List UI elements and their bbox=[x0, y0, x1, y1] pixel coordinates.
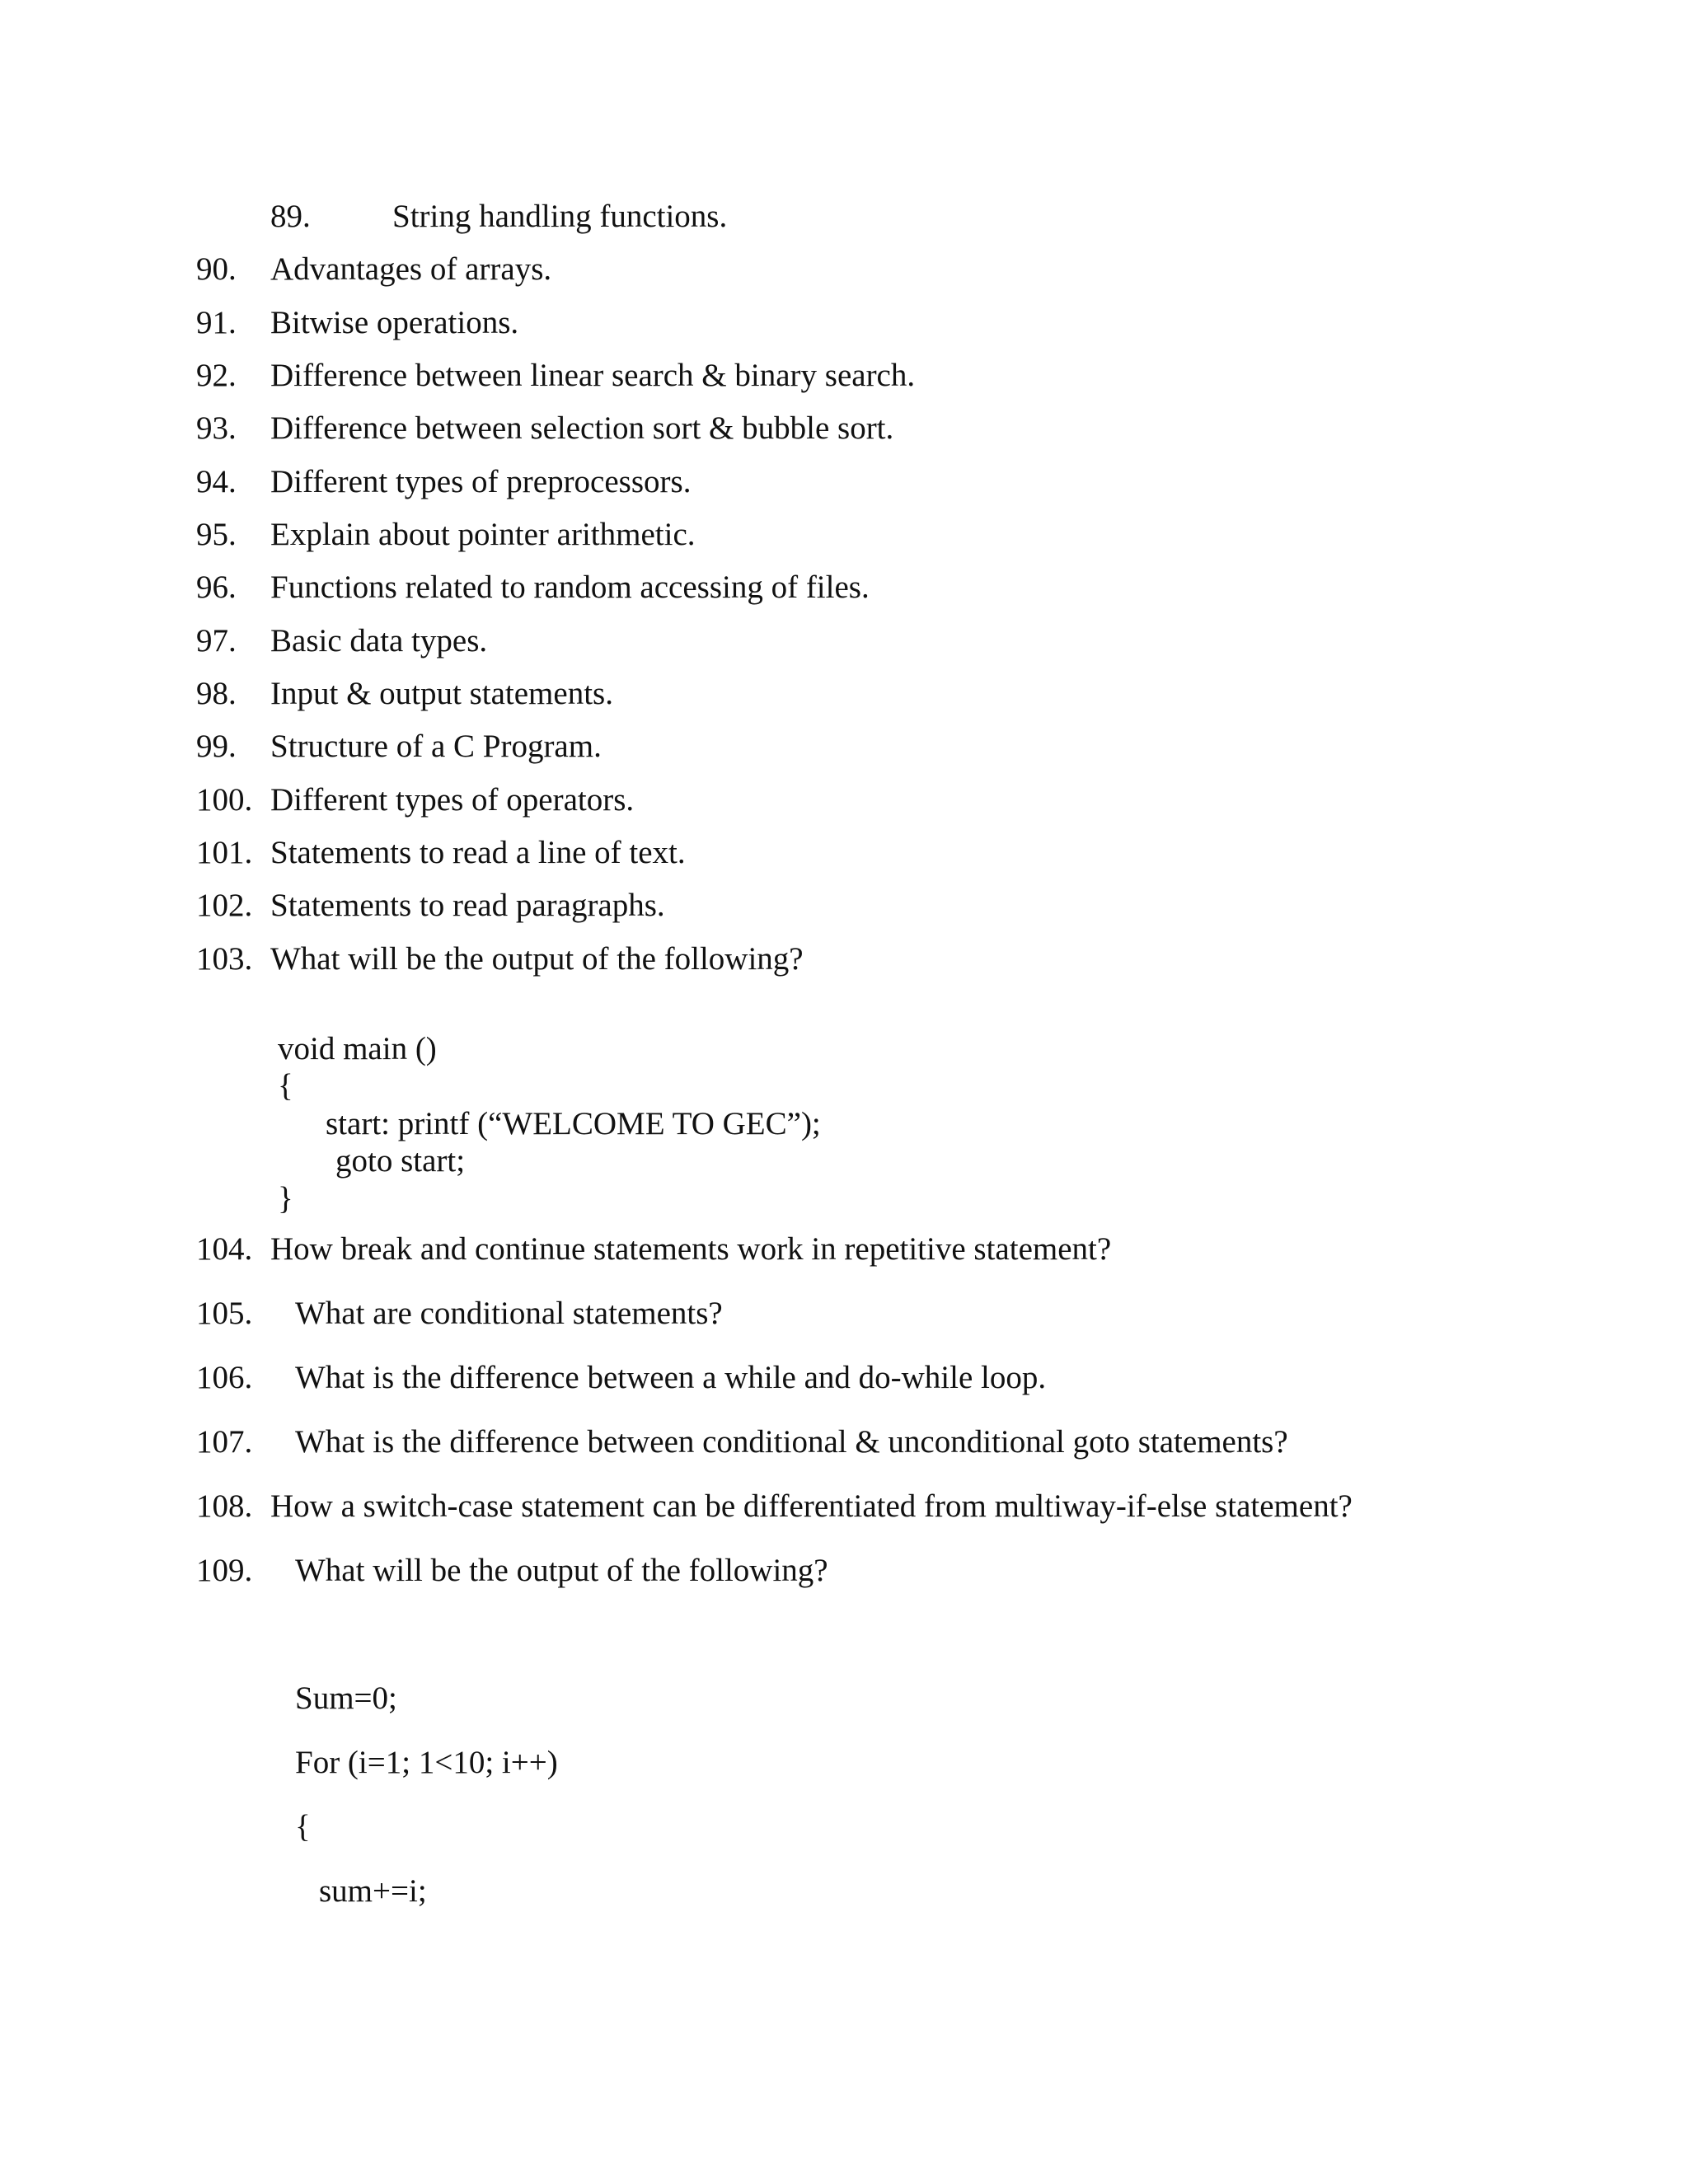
item-text-89: String handling functions. bbox=[392, 199, 728, 234]
item-text-107: What is the difference between conditional & unconditional goto statements? bbox=[295, 1424, 1288, 1460]
code-line: { bbox=[295, 1809, 311, 1844]
code-line: For (i=1; 1<10; i++) bbox=[295, 1745, 558, 1780]
item-number-95: 95. bbox=[196, 517, 237, 552]
item-text-101: Statements to read a line of text. bbox=[270, 835, 686, 870]
code-line: sum+=i; bbox=[319, 1873, 427, 1909]
item-number-89: 89. bbox=[270, 199, 311, 234]
item-number-106: 106. bbox=[196, 1360, 253, 1395]
item-text-95: Explain about pointer arithmetic. bbox=[270, 517, 696, 552]
code-line: Sum=0; bbox=[295, 1680, 397, 1716]
item-number-100: 100. bbox=[196, 782, 253, 818]
item-number-101: 101. bbox=[196, 835, 253, 870]
item-text-104: How break and continue statements work in repetitive statement? bbox=[270, 1231, 1112, 1267]
item-number-108: 108. bbox=[196, 1488, 253, 1524]
item-number-98: 98. bbox=[196, 676, 237, 711]
item-text-105: What are conditional statements? bbox=[295, 1296, 723, 1331]
code-line: void main () bbox=[278, 1031, 437, 1066]
item-text-97: Basic data types. bbox=[270, 623, 488, 658]
item-text-90: Advantages of arrays. bbox=[270, 251, 552, 287]
item-number-93: 93. bbox=[196, 410, 237, 446]
item-text-100: Different types of operators. bbox=[270, 782, 635, 818]
item-text-93: Difference between selection sort & bubble sort. bbox=[270, 410, 894, 446]
item-text-96: Functions related to random accessing of files. bbox=[270, 569, 870, 605]
item-text-108: How a switch-case statement can be differentiated from multiway-if-else statement? bbox=[270, 1488, 1353, 1524]
item-text-98: Input & output statements. bbox=[270, 676, 613, 711]
item-number-90: 90. bbox=[196, 251, 237, 287]
item-text-106: What is the difference between a while and do-while loop. bbox=[295, 1360, 1047, 1395]
item-number-105: 105. bbox=[196, 1296, 253, 1331]
item-number-104: 104. bbox=[196, 1231, 253, 1267]
item-number-97: 97. bbox=[196, 623, 237, 658]
item-number-102: 102. bbox=[196, 888, 253, 923]
code-line: } bbox=[278, 1181, 293, 1216]
item-number-103: 103. bbox=[196, 941, 253, 977]
item-text-94: Different types of preprocessors. bbox=[270, 464, 692, 499]
item-text-92: Difference between linear search & binary search. bbox=[270, 358, 916, 393]
item-number-94: 94. bbox=[196, 464, 237, 499]
item-number-109: 109. bbox=[196, 1553, 253, 1588]
item-text-91: Bitwise operations. bbox=[270, 305, 519, 340]
item-text-99: Structure of a C Program. bbox=[270, 729, 602, 764]
item-text-102: Statements to read paragraphs. bbox=[270, 888, 665, 923]
item-number-96: 96. bbox=[196, 569, 237, 605]
code-line: goto start; bbox=[335, 1143, 466, 1179]
code-line: start: printf (“WELCOME TO GEC”); bbox=[326, 1106, 821, 1141]
code-line: { bbox=[278, 1068, 293, 1104]
item-number-99: 99. bbox=[196, 729, 237, 764]
item-text-103: What will be the output of the following? bbox=[270, 941, 804, 977]
item-number-92: 92. bbox=[196, 358, 237, 393]
item-text-109: What will be the output of the following? bbox=[295, 1553, 828, 1588]
item-number-107: 107. bbox=[196, 1424, 253, 1460]
item-number-91: 91. bbox=[196, 305, 237, 340]
